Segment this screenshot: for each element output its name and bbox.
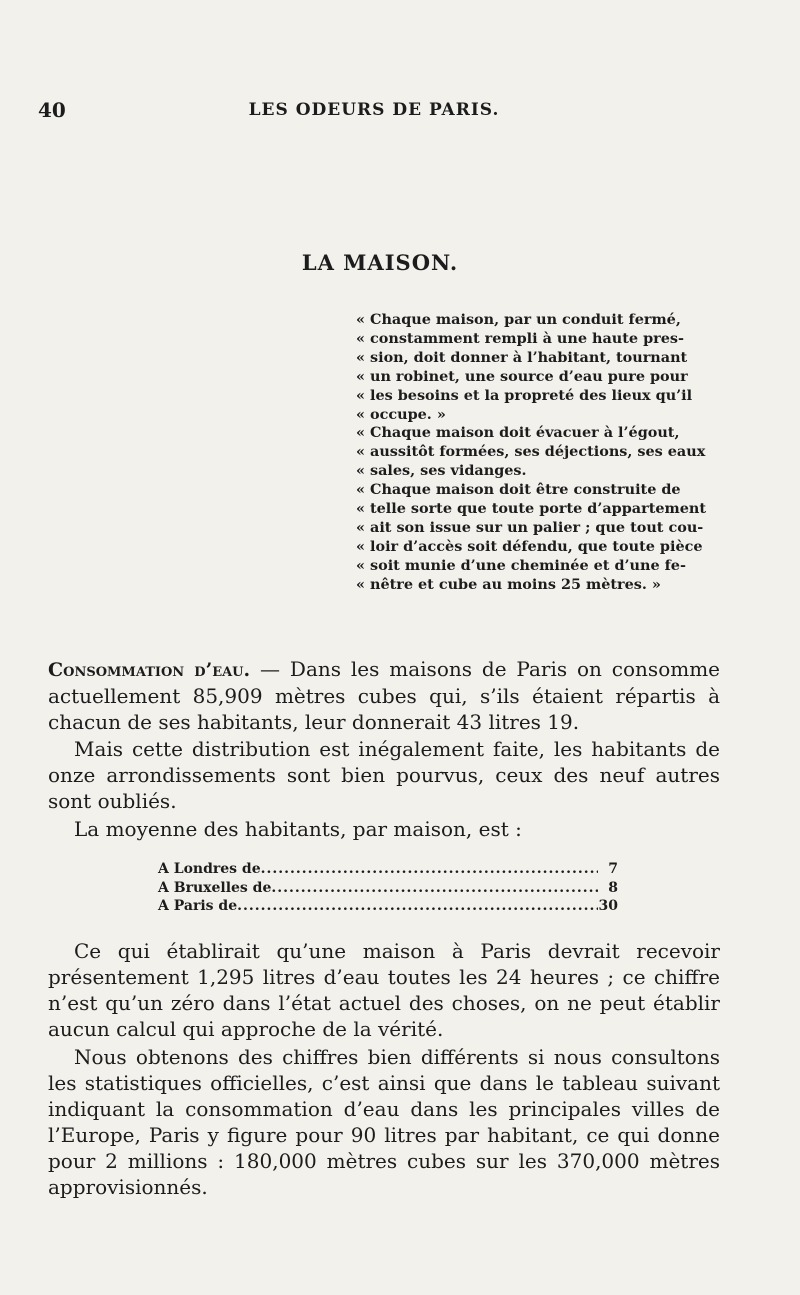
quote-line [356,443,720,462]
quote-text: telle sorte que toute porte d’appartement [370,500,706,518]
quote-text: sion, doit donner à l’habitant, tournant [370,348,688,366]
quote-line [356,406,720,425]
quote-line [356,557,720,576]
paragraph-statistiques: Nous obtenons des chiffres bien différents si nous consultons les statistiques officielles, c’est ainsi que dans le tableau suivant indiquant la consommation d’eau dans les principales villes de l’Europe, Paris y figure pour 90 litres par habitant, ce qui donne pour 2 millions : 180,000 mètres cubes sur les 370,000 mètres approvisionnés. [48,1045,720,1199]
paragraph-moyenne: La moyenne des habitants, par maison, est : [74,817,522,841]
dot-leader [261,860,598,879]
quote-text: soit munie d’une cheminée et d’une fe- [370,556,686,574]
quote-mark: « [356,556,365,574]
running-head: LES ODEURS DE PARIS. [248,100,500,120]
average-value: 7 [608,861,618,877]
average-row [158,897,618,916]
quote-text: Chaque maison, par un conduit fermé, [370,311,681,328]
paragraph-text: — Dans les maisons de Paris on consomme actuellement 85,909 mètres cubes qui, s’ils étaient répartis à chacun de ses habitants, leur donnerait 43 litres 19. [48,657,720,734]
quote-text: occupe. » [370,405,446,423]
page-header [38,98,710,122]
average-value: 30 [598,898,618,914]
quote-mark: « [356,386,365,404]
page-number: 40 [38,98,66,122]
quote-mark: « [356,481,365,499]
average-row [158,860,618,879]
paragraph-distribution: Mais cette distribution est inégalement faite, les habitants de onze arrondissements sont bien pourvus, ceux des neuf autres sont oubliés. [48,737,720,813]
quote-text: nêtre et cube au moins 25 mètres. » [370,575,661,593]
quote-mark: « [356,424,365,442]
city-label: A Paris de [158,898,238,914]
quote-mark: « [356,311,365,328]
average-row [158,879,618,898]
quote-line [356,576,720,595]
quote-mark: « [356,367,365,385]
quote-line [356,462,720,481]
city-label: A Bruxelles de [158,879,272,896]
quote-line [356,538,720,557]
dot-leader [271,879,598,898]
quote-text: les besoins et la propreté des lieux qu’il [370,386,693,404]
quote-line [356,387,720,406]
quote-text: ait son issue sur un palier ; que tout cou- [370,518,704,536]
quote-line [356,424,720,443]
quote-line [356,519,720,538]
city-label: A Londres de [158,861,261,877]
quote-mark: « [356,405,365,423]
quote-mark: « [356,329,365,347]
quote-line [356,500,720,519]
quote-text: sales, ses vidanges. [370,462,527,480]
quote-line [356,311,720,330]
section-title: LA MAISON. [301,250,459,275]
quote-text: constamment rempli à une haute pres- [370,329,684,347]
quote-text: Chaque maison doit évacuer à l’égout, [370,424,680,442]
dot-leader [237,897,598,916]
quote-line [356,481,720,500]
quote-mark: « [356,518,365,536]
quote-mark: « [356,443,365,461]
quote-line [356,330,720,349]
quote-mark: « [356,462,365,480]
averages-list [158,860,618,916]
average-value: 8 [608,879,618,896]
paragraph-consommation [48,656,720,735]
quote-text: loir d’accès soit défendu, que toute pièce [370,537,703,555]
quote-text: Chaque maison doit être construite de [370,481,681,499]
quoted-regulation [356,311,720,595]
quote-mark: « [356,348,365,366]
quote-text: aussitôt formées, ses déjections, ses eaux [370,443,706,461]
quote-mark: « [356,500,365,518]
quote-mark: « [356,537,365,555]
quote-mark: « [356,575,365,593]
quote-line [356,349,720,368]
quote-line [356,368,720,387]
paragraph-etablirait: Ce qui établirait qu’une maison à Paris devrait recevoir présentement 1,295 litres d’eau toutes les 24 heures ; ce chiffre n’est qu’un zéro dans l’état actuel des choses, on ne peut établir aucun calcul qui approche de la vérité. [48,939,720,1041]
run-in-heading: Consommation d’eau. [48,659,251,681]
quote-text: un robinet, une source d’eau pure pour [370,367,688,385]
